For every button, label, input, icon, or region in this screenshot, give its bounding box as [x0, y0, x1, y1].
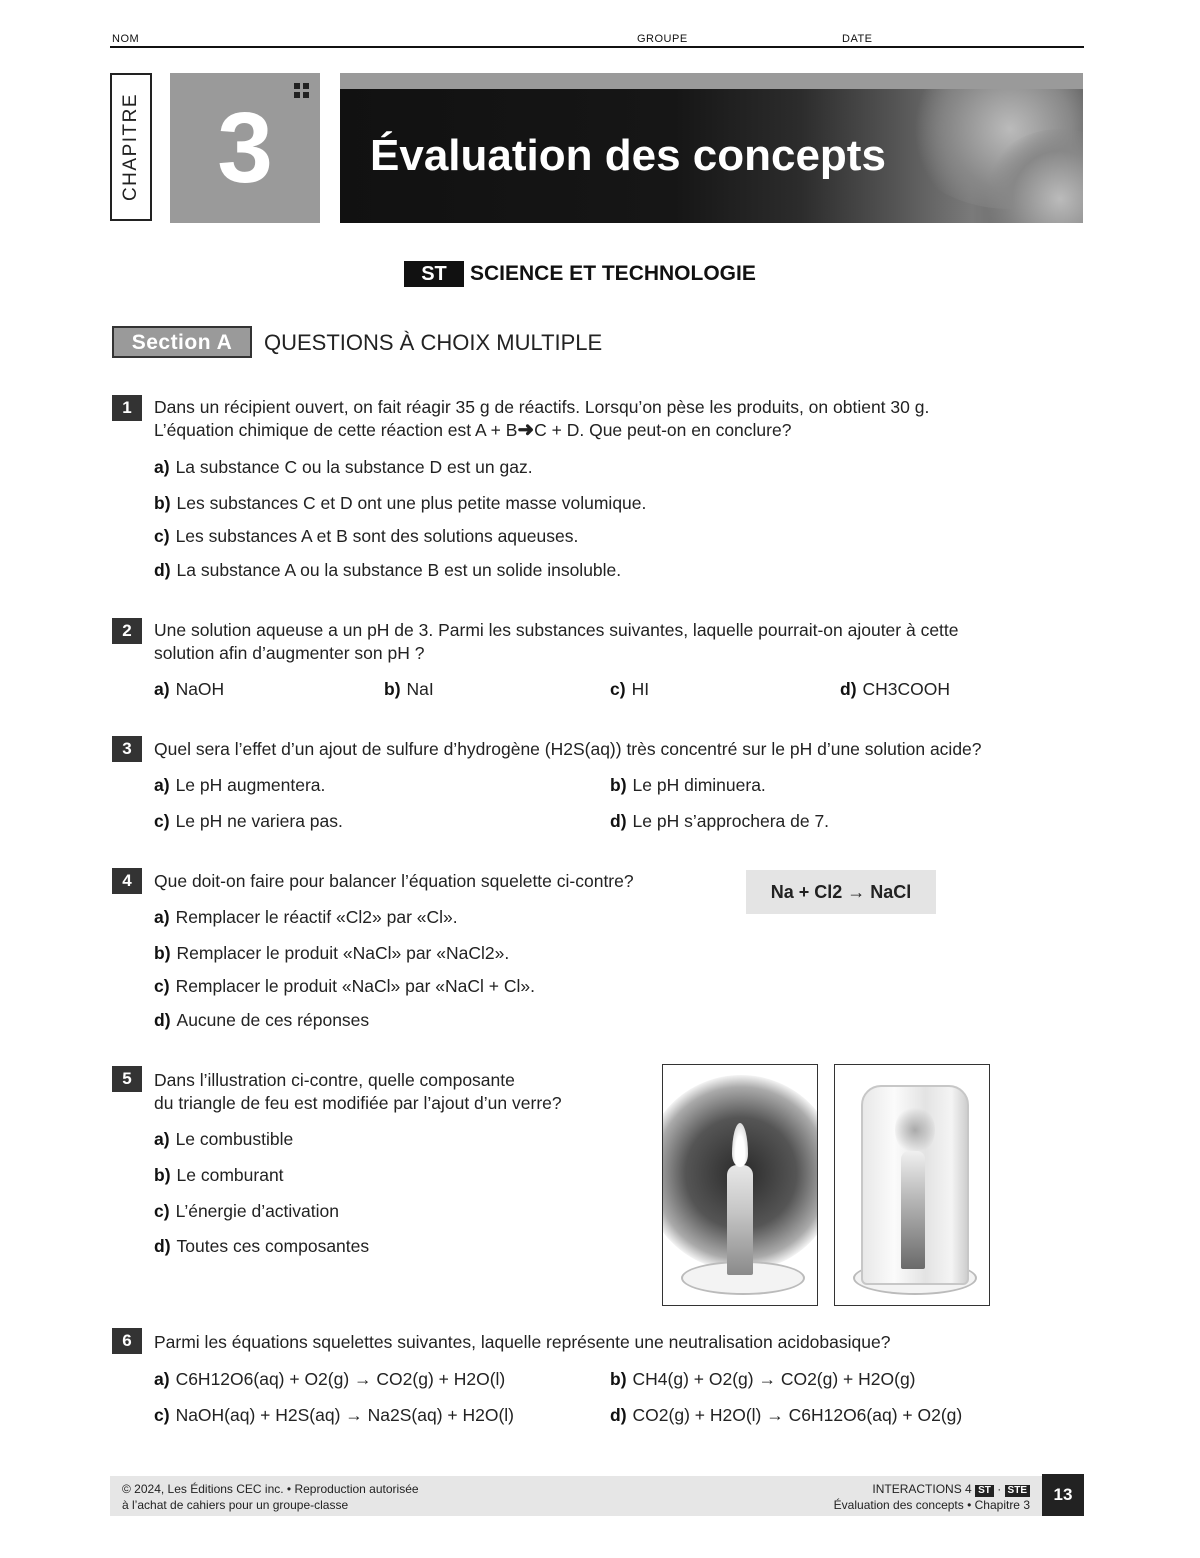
- option-b[interactable]: [154, 1164, 284, 1187]
- option-d[interactable]: [840, 678, 950, 701]
- question-text-part: L’équation chimique de cette réaction est A + B: [154, 420, 518, 440]
- question-text-line: Une solution aqueuse a un pH de 3. Parmi les substances suivantes, laquelle pourrait-on ajouter à cette: [154, 620, 959, 640]
- option-letter: c): [154, 1201, 170, 1221]
- question-text: [154, 1069, 562, 1115]
- option-c[interactable]: [154, 1200, 339, 1223]
- option-letter: c): [154, 976, 170, 996]
- chapter-number: 3: [217, 92, 273, 204]
- option-text: Le pH s’approchera de 7.: [632, 811, 830, 831]
- badge-separator: ·: [997, 1482, 1002, 1496]
- question-text-line: Dans un récipient ouvert, on fait réagir 35 g de réactifs. Lorsqu’on pèse les produits, on obtient 30 g.: [154, 397, 930, 417]
- option-letter: b): [154, 943, 171, 963]
- option-text: Le pH diminuera.: [632, 775, 766, 795]
- option-letter: d): [154, 560, 171, 580]
- option-letter: b): [610, 1369, 627, 1389]
- option-b[interactable]: [610, 1368, 916, 1391]
- question-text-line: solution afin d’augmenter son pH ?: [154, 643, 425, 663]
- option-text: Remplacer le produit «NaCl» par «NaCl2».: [176, 943, 510, 963]
- option-d[interactable]: [154, 1235, 369, 1258]
- option-text: Le pH ne variera pas.: [175, 811, 343, 831]
- option-text: Le comburant: [176, 1165, 284, 1185]
- page-title: Évaluation des concepts: [370, 131, 886, 180]
- option-b[interactable]: [154, 942, 509, 965]
- title-strip: [340, 73, 1083, 89]
- copyright-line: à l’achat de cahiers pour un groupe-classe: [122, 1498, 349, 1512]
- section-title: QUESTIONS À CHOIX MULTIPLE: [264, 330, 603, 355]
- question-number: 1: [112, 395, 142, 421]
- arrow-icon: ➜: [517, 419, 535, 441]
- groupe-label: GROUPE: [637, 33, 688, 45]
- option-b[interactable]: [384, 678, 434, 701]
- option-letter: c): [154, 1405, 170, 1425]
- equation-box: Na + Cl2 → NaCl: [746, 870, 936, 914]
- page-number: 13: [1042, 1474, 1084, 1516]
- option-letter: a): [154, 679, 170, 699]
- question-text: [154, 619, 959, 665]
- option-letter: d): [154, 1236, 171, 1256]
- book-info: [834, 1481, 1030, 1513]
- option-text: CH3COOH: [862, 679, 951, 699]
- question-text: Parmi les équations squelettes suivantes, laquelle représente une neutralisation acidobasique?: [154, 1332, 891, 1352]
- header-rule: [110, 46, 1084, 48]
- question-number: 3: [112, 736, 142, 762]
- question-number: 5: [112, 1066, 142, 1092]
- option-text: NaOH(aq) + H2S(aq) → Na2S(aq) + H2O(l): [175, 1405, 515, 1425]
- date-label: DATE: [842, 33, 873, 45]
- chapter-number-box: [170, 73, 320, 223]
- option-text: Aucune de ces réponses: [176, 1010, 370, 1030]
- option-letter: c): [610, 679, 626, 699]
- question-text: Quel sera l’effet d’un ajout de sulfure d’hydrogène (H2S(aq)) très concentré sur le pH d’une solution acide?: [154, 739, 982, 759]
- option-text: Toutes ces composantes: [176, 1236, 370, 1256]
- option-letter: a): [154, 907, 170, 927]
- option-b[interactable]: [154, 492, 646, 515]
- candle-jar-photo: [834, 1064, 990, 1306]
- st-mini-badge: ST: [975, 1485, 994, 1497]
- option-c[interactable]: [154, 975, 535, 998]
- option-text: La substance C ou la substance D est un gaz.: [175, 457, 533, 477]
- book-title: INTERACTIONS 4: [872, 1482, 972, 1496]
- question-number: 2: [112, 618, 142, 644]
- option-text: Les substances C et D ont une plus petite masse volumique.: [176, 493, 647, 513]
- question-text-line: du triangle de feu est modifiée par l’ajout d’un verre?: [154, 1093, 562, 1113]
- option-c[interactable]: [610, 678, 649, 701]
- option-d[interactable]: [610, 810, 829, 833]
- option-letter: a): [154, 775, 170, 795]
- question-text-part: C + D. Que peut-on en conclure?: [534, 420, 792, 440]
- option-text: NaOH: [175, 679, 225, 699]
- copyright: [122, 1481, 419, 1513]
- book-title-line: [834, 1481, 1030, 1497]
- option-letter: a): [154, 1129, 170, 1149]
- title-banner: [340, 89, 1083, 223]
- chapitre-box: [110, 73, 152, 221]
- candle-shape: [727, 1165, 753, 1275]
- section-badge: Section A: [112, 326, 252, 358]
- copyright-line: © 2024, Les Éditions CEC inc. • Reproduction autorisée: [122, 1482, 419, 1496]
- option-letter: a): [154, 1369, 170, 1389]
- question-text: [154, 396, 929, 442]
- option-letter: b): [384, 679, 401, 699]
- option-text: C6H12O6(aq) + O2(g) → CO2(g) + H2O(l): [175, 1369, 506, 1389]
- option-a[interactable]: [154, 906, 458, 929]
- option-d[interactable]: [154, 1009, 369, 1032]
- option-a[interactable]: [154, 1368, 505, 1391]
- option-text: L’énergie d’activation: [175, 1201, 340, 1221]
- option-letter: d): [610, 1405, 627, 1425]
- option-a[interactable]: [154, 774, 325, 797]
- question-number: 6: [112, 1328, 142, 1354]
- dots-icon: [294, 83, 310, 99]
- option-text: CH4(g) + O2(g) → CO2(g) + H2O(g): [632, 1369, 916, 1389]
- option-letter: c): [154, 811, 170, 831]
- option-letter: a): [154, 457, 170, 477]
- option-a[interactable]: [154, 678, 224, 701]
- option-text: Remplacer le réactif «Cl2» par «Cl».: [175, 907, 458, 927]
- option-letter: b): [154, 1165, 171, 1185]
- option-c[interactable]: [154, 1404, 514, 1427]
- question-number: 4: [112, 868, 142, 894]
- option-text: NaI: [406, 679, 434, 699]
- smoke-shape: [895, 1105, 935, 1155]
- option-text: La substance A ou la substance B est un solide insoluble.: [176, 560, 622, 580]
- option-text: Remplacer le produit «NaCl» par «NaCl + Cl».: [175, 976, 535, 996]
- option-text: CO2(g) + H2O(l) → C6H12O6(aq) + O2(g): [632, 1405, 963, 1425]
- st-badge: ST: [404, 261, 464, 287]
- question-text-line: [154, 419, 929, 442]
- candle-photo: [662, 1064, 818, 1306]
- option-text: Les substances A et B sont des solutions aqueuses.: [175, 526, 579, 546]
- option-d[interactable]: [610, 1404, 962, 1427]
- question-text: Que doit-on faire pour balancer l’équation squelette ci-contre?: [154, 871, 634, 891]
- option-letter: d): [154, 1010, 171, 1030]
- option-c[interactable]: [154, 525, 578, 548]
- option-b[interactable]: [610, 774, 766, 797]
- option-letter: b): [610, 775, 627, 795]
- option-d[interactable]: [154, 559, 621, 582]
- option-c[interactable]: [154, 810, 343, 833]
- option-letter: d): [840, 679, 857, 699]
- question-text-line: Dans l’illustration ci-contre, quelle composante: [154, 1070, 515, 1090]
- option-letter: b): [154, 493, 171, 513]
- discipline-title: SCIENCE ET TECHNOLOGIE: [470, 262, 756, 285]
- option-text: HI: [631, 679, 650, 699]
- ste-mini-badge: STE: [1005, 1485, 1030, 1497]
- candle-shape: [901, 1151, 925, 1269]
- option-text: Le pH augmentera.: [175, 775, 326, 795]
- chapter-ref: Évaluation des concepts • Chapitre 3: [833, 1498, 1030, 1512]
- chapitre-label: CHAPITRE: [120, 92, 141, 202]
- option-text: Le combustible: [175, 1129, 294, 1149]
- nom-label: NOM: [112, 33, 140, 45]
- option-a[interactable]: [154, 456, 533, 479]
- option-letter: c): [154, 526, 170, 546]
- option-a[interactable]: [154, 1128, 293, 1151]
- option-letter: d): [610, 811, 627, 831]
